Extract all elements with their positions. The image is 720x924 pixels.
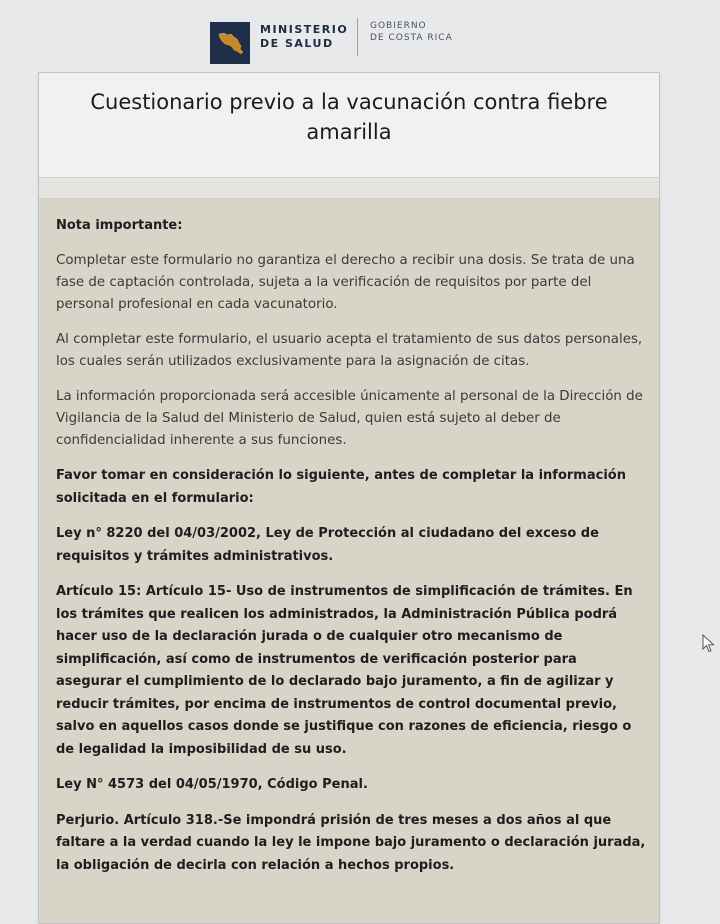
- law-reference: Ley n° 8220 del 04/03/2002, Ley de Protección al ciudadano del exceso de requisitos y trámites administrativos.: [56, 526, 599, 564]
- costa-rica-map-icon: [210, 22, 250, 64]
- ministry-logo: [210, 22, 250, 64]
- card-body: [56, 216, 646, 890]
- mouse-pointer-icon: [702, 634, 716, 654]
- card-header-band: [39, 178, 659, 199]
- article-text: Artículo 15: Artículo 15- Uso de instrumentos de simplificación de trámites. En los trámites que realicen los administrados, la Administración Pública podrá hacer uso de la declaración jurada o de cualquier otro mecanismo de simplificación, así como de instrumentos de verificación posterior para asegurar el cumplimiento de lo declarado bajo juramento, a fin de agilizar y reducir trámites, por encima de instrumentos de control documental previo, salvo en aquellos casos donde se justifique con razones de eficiencia, riesgo o de legalidad la imposibilidad de su uso.: [56, 584, 633, 757]
- government-name-line2: DE COSTA RICA: [370, 33, 453, 43]
- note-paragraph: Completar este formulario no garantiza el derecho a recibir una dosis. Se trata de una fase de captación controlada, sujeta a la verificación de requisitos por parte del personal profesional en cada vacunatorio.: [56, 253, 635, 312]
- law-reference: Ley N° 4573 del 04/05/1970, Código Penal.: [56, 777, 368, 792]
- note-paragraph: La información proporcionada será accesible únicamente al personal de la Dirección de Vigilancia de la Salud del Ministerio de Salud, quien está sujeto al deber de confidencialidad inherente a sus funciones.: [56, 389, 643, 448]
- ministry-name-line2: DE SALUD: [260, 37, 334, 50]
- article-text: Perjurio. Artículo 318.-Se impondrá prisión de tres meses a dos años al que faltare a la verdad cuando la ley le impone bajo juramento o declaración jurada, la obligación de decirla con relación a hechos propios.: [56, 812, 646, 873]
- site-header: [0, 0, 720, 72]
- important-note-heading: Nota importante:: [56, 218, 183, 233]
- card-header: [39, 73, 659, 178]
- government-name: [370, 20, 453, 44]
- header-divider: [357, 18, 358, 56]
- consideration-heading: Favor tomar en consideración lo siguiente, antes de completar la información solicitada en el formulario:: [56, 468, 626, 506]
- government-name-line1: GOBIERNO: [370, 21, 427, 31]
- ministry-name-line1: MINISTERIO: [260, 23, 349, 36]
- ministry-name: [260, 23, 348, 51]
- note-paragraph: Al completar este formulario, el usuario acepta el tratamiento de sus datos personales, los cuales serán utilizados exclusivamente para la asignación de citas.: [56, 332, 643, 369]
- page-title: Cuestionario previo a la vacunación contra fiebre amarilla: [90, 90, 608, 144]
- questionnaire-card: [38, 72, 660, 924]
